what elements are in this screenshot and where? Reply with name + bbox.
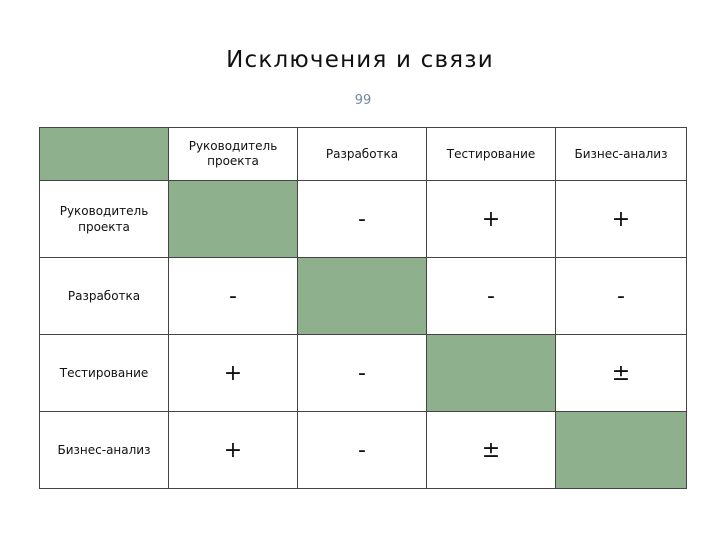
row-header: Руководитель проекта [40, 181, 169, 258]
matrix-cell: + [427, 181, 556, 258]
matrix-row [40, 181, 687, 258]
diagonal-cell [298, 258, 427, 335]
column-header: Руководитель проекта [169, 128, 298, 181]
matrix-row [40, 335, 687, 412]
matrix-cell: - [298, 412, 427, 489]
matrix-cell: ± [427, 412, 556, 489]
row-header: Бизнес-анализ [40, 412, 169, 489]
relations-matrix [39, 127, 687, 489]
matrix-cell: ± [556, 335, 687, 412]
row-header: Разработка [40, 258, 169, 335]
matrix-cell: + [169, 412, 298, 489]
column-header: Разработка [298, 128, 427, 181]
matrix-cell: - [298, 181, 427, 258]
page-number: 99 [354, 93, 372, 108]
matrix-cell: - [556, 258, 687, 335]
diagonal-cell [556, 412, 687, 489]
matrix-cell: - [427, 258, 556, 335]
column-header: Бизнес-анализ [556, 128, 687, 181]
column-header: Тестирование [427, 128, 556, 181]
matrix-cell: - [169, 258, 298, 335]
matrix-row [40, 258, 687, 335]
matrix-header-row [40, 128, 687, 181]
matrix-row [40, 412, 687, 489]
row-header: Тестирование [40, 335, 169, 412]
matrix-cell: + [169, 335, 298, 412]
slide-title: Исключения и связи [226, 47, 494, 73]
matrix-cell: - [298, 335, 427, 412]
matrix-cell: + [556, 181, 687, 258]
diagonal-cell [169, 181, 298, 258]
diagonal-cell [427, 335, 556, 412]
corner-cell [40, 128, 169, 181]
